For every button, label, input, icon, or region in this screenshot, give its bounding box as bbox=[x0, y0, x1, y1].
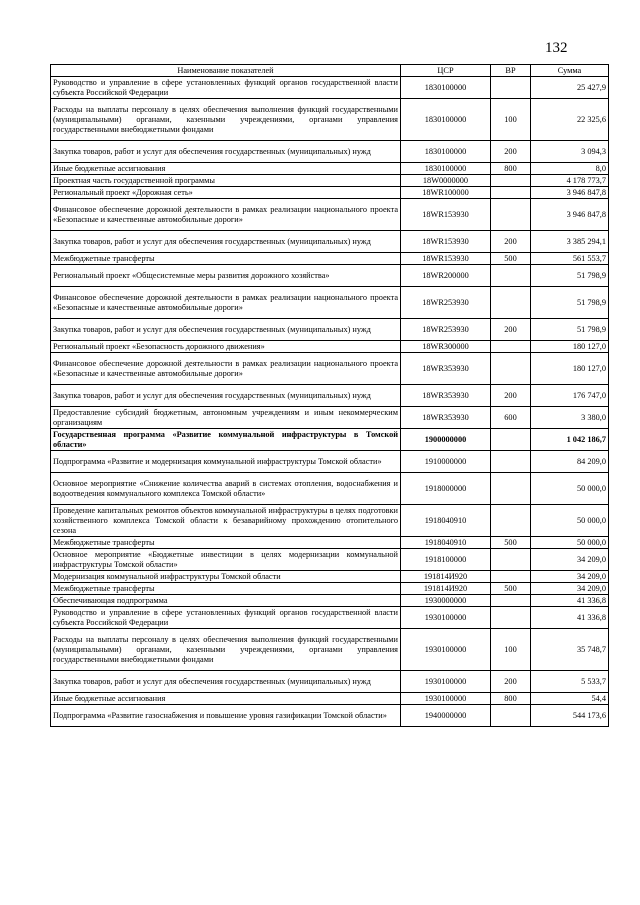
row-sum: 34 209,0 bbox=[531, 583, 609, 595]
row-name: Финансовое обеспечение дорожной деятельности в рамках реализации национального проекта «Безопасные и качественные автомобильные дороги» bbox=[51, 287, 401, 319]
row-csr: 191814И920 bbox=[401, 583, 491, 595]
row-name: Обеспечивающая подпрограмма bbox=[51, 595, 401, 607]
row-vr bbox=[491, 287, 531, 319]
row-csr: 1910000000 bbox=[401, 451, 491, 473]
row-vr bbox=[491, 175, 531, 187]
table-row bbox=[51, 163, 609, 175]
table-row bbox=[51, 505, 609, 537]
row-name: Финансовое обеспечение дорожной деятельности в рамках реализации национального проекта «Безопасные и качественные автомобильные дороги» bbox=[51, 199, 401, 231]
row-sum: 84 209,0 bbox=[531, 451, 609, 473]
table-row bbox=[51, 265, 609, 287]
row-name: Региональный проект «Общесистемные меры развития дорожного хозяйства» bbox=[51, 265, 401, 287]
row-vr bbox=[491, 607, 531, 629]
row-sum: 25 427,9 bbox=[531, 77, 609, 99]
row-sum: 5 533,7 bbox=[531, 671, 609, 693]
row-csr: 18WR153930 bbox=[401, 253, 491, 265]
table-row bbox=[51, 385, 609, 407]
table-row bbox=[51, 571, 609, 583]
table-row bbox=[51, 287, 609, 319]
row-vr: 200 bbox=[491, 671, 531, 693]
row-csr: 1918000000 bbox=[401, 473, 491, 505]
row-name: Закупка товаров, работ и услуг для обеспечения государственных (муниципальных) нужд bbox=[51, 141, 401, 163]
table-row bbox=[51, 629, 609, 671]
table-row bbox=[51, 473, 609, 505]
row-csr: 1930100000 bbox=[401, 629, 491, 671]
row-sum: 3 946 847,8 bbox=[531, 199, 609, 231]
row-csr: 18WR353930 bbox=[401, 353, 491, 385]
row-sum: 561 553,7 bbox=[531, 253, 609, 265]
row-vr: 200 bbox=[491, 319, 531, 341]
row-sum: 1 042 186,7 bbox=[531, 429, 609, 451]
row-sum: 51 798,9 bbox=[531, 287, 609, 319]
row-name: Расходы на выплаты персоналу в целях обеспечения выполнения функций государственными (муниципальными) органами, казенными учреждениями, органами управления государственными внебюджетными фондами bbox=[51, 629, 401, 671]
row-name: Закупка товаров, работ и услуг для обеспечения государственных (муниципальных) нужд bbox=[51, 231, 401, 253]
table-row bbox=[51, 231, 609, 253]
row-vr: 600 bbox=[491, 407, 531, 429]
row-vr bbox=[491, 505, 531, 537]
row-csr: 1930100000 bbox=[401, 693, 491, 705]
table-row bbox=[51, 705, 609, 727]
table-row bbox=[51, 341, 609, 353]
table-row bbox=[51, 141, 609, 163]
table-row bbox=[51, 595, 609, 607]
row-sum: 35 748,7 bbox=[531, 629, 609, 671]
table-row bbox=[51, 451, 609, 473]
row-csr: 18WR353930 bbox=[401, 407, 491, 429]
row-csr: 1900000000 bbox=[401, 429, 491, 451]
row-vr: 100 bbox=[491, 629, 531, 671]
row-sum: 41 336,8 bbox=[531, 595, 609, 607]
budget-table bbox=[50, 64, 609, 727]
row-name: Руководство и управление в сфере установленных функций органов государственной власти субъекта Российской Федерации bbox=[51, 607, 401, 629]
row-csr: 18WR253930 bbox=[401, 287, 491, 319]
row-name: Региональный проект «Безопасность дорожного движения» bbox=[51, 341, 401, 353]
row-name: Региональный проект «Дорожная сеть» bbox=[51, 187, 401, 199]
row-csr: 18WR200000 bbox=[401, 265, 491, 287]
row-csr: 1918040910 bbox=[401, 505, 491, 537]
row-csr: 18WR300000 bbox=[401, 341, 491, 353]
row-sum: 180 127,0 bbox=[531, 353, 609, 385]
row-vr: 800 bbox=[491, 163, 531, 175]
row-csr: 1940000000 bbox=[401, 705, 491, 727]
table-row bbox=[51, 353, 609, 385]
row-sum: 3 094,3 bbox=[531, 141, 609, 163]
row-sum: 180 127,0 bbox=[531, 341, 609, 353]
row-vr bbox=[491, 77, 531, 99]
row-vr: 500 bbox=[491, 583, 531, 595]
row-csr: 191814И920 bbox=[401, 571, 491, 583]
row-sum: 50 000,0 bbox=[531, 505, 609, 537]
row-csr: 1930100000 bbox=[401, 671, 491, 693]
row-sum: 8,0 bbox=[531, 163, 609, 175]
row-name: Иные бюджетные ассигнования bbox=[51, 693, 401, 705]
row-csr: 1918040910 bbox=[401, 537, 491, 549]
row-sum: 51 798,9 bbox=[531, 319, 609, 341]
table-row bbox=[51, 175, 609, 187]
table-row bbox=[51, 429, 609, 451]
row-vr: 500 bbox=[491, 253, 531, 265]
table-row bbox=[51, 199, 609, 231]
row-name: Государственная программа «Развитие коммунальной инфраструктуры в Томской области» bbox=[51, 429, 401, 451]
table-row bbox=[51, 537, 609, 549]
row-vr bbox=[491, 705, 531, 727]
row-name: Закупка товаров, работ и услуг для обеспечения государственных (муниципальных) нужд bbox=[51, 385, 401, 407]
table-body bbox=[51, 77, 609, 727]
row-name: Предоставление субсидий бюджетным, автономным учреждениям и иным некоммерческим организациям bbox=[51, 407, 401, 429]
row-sum: 3 380,0 bbox=[531, 407, 609, 429]
header-sum: Сумма bbox=[531, 65, 609, 77]
row-name: Подпрограмма «Развитие газоснабжения и повышение уровня газификации Томской области» bbox=[51, 705, 401, 727]
row-vr bbox=[491, 451, 531, 473]
row-sum: 4 178 773,7 bbox=[531, 175, 609, 187]
row-name: Руководство и управление в сфере установленных функций органов государственной власти субъекта Российской Федерации bbox=[51, 77, 401, 99]
row-vr bbox=[491, 341, 531, 353]
row-vr bbox=[491, 473, 531, 505]
row-csr: 1830100000 bbox=[401, 141, 491, 163]
row-csr: 18WR353930 bbox=[401, 385, 491, 407]
table-row bbox=[51, 583, 609, 595]
row-sum: 544 173,6 bbox=[531, 705, 609, 727]
row-sum: 34 209,0 bbox=[531, 571, 609, 583]
header-vr: ВР bbox=[491, 65, 531, 77]
table-row bbox=[51, 187, 609, 199]
row-name: Межбюджетные трансферты bbox=[51, 583, 401, 595]
row-vr: 200 bbox=[491, 141, 531, 163]
row-csr: 1830100000 bbox=[401, 163, 491, 175]
row-vr bbox=[491, 595, 531, 607]
row-csr: 18W0000000 bbox=[401, 175, 491, 187]
row-vr bbox=[491, 199, 531, 231]
row-csr: 1830100000 bbox=[401, 77, 491, 99]
table-row bbox=[51, 671, 609, 693]
row-vr: 800 bbox=[491, 693, 531, 705]
table-row bbox=[51, 407, 609, 429]
table-row bbox=[51, 319, 609, 341]
row-name: Основное мероприятие «Снижение количества аварий в системах отопления, водоснабжения и водоотведения коммунального комплекса Томской области» bbox=[51, 473, 401, 505]
row-csr: 18WR100000 bbox=[401, 187, 491, 199]
table-row bbox=[51, 549, 609, 571]
row-csr: 1930100000 bbox=[401, 607, 491, 629]
row-name: Проведение капитальных ремонтов объектов коммунальной инфраструктуры в целях подготовки хозяйственного комплекса Томской области к безаварийному прохождению отопительного сезона bbox=[51, 505, 401, 537]
table-row bbox=[51, 693, 609, 705]
row-name: Межбюджетные трансферты bbox=[51, 537, 401, 549]
row-sum: 54,4 bbox=[531, 693, 609, 705]
row-csr: 18WR253930 bbox=[401, 319, 491, 341]
header-csr: ЦСР bbox=[401, 65, 491, 77]
row-name: Закупка товаров, работ и услуг для обеспечения государственных (муниципальных) нужд bbox=[51, 671, 401, 693]
row-vr bbox=[491, 265, 531, 287]
row-csr: 18WR153930 bbox=[401, 231, 491, 253]
row-name: Межбюджетные трансферты bbox=[51, 253, 401, 265]
row-name: Модернизация коммунальной инфраструктуры Томской области bbox=[51, 571, 401, 583]
row-name: Закупка товаров, работ и услуг для обеспечения государственных (муниципальных) нужд bbox=[51, 319, 401, 341]
row-name: Проектная часть государственной программы bbox=[51, 175, 401, 187]
row-vr bbox=[491, 571, 531, 583]
row-sum: 50 000,0 bbox=[531, 537, 609, 549]
row-vr: 200 bbox=[491, 385, 531, 407]
table-row bbox=[51, 77, 609, 99]
row-sum: 50 000,0 bbox=[531, 473, 609, 505]
table-row bbox=[51, 607, 609, 629]
row-vr: 100 bbox=[491, 99, 531, 141]
row-csr: 1830100000 bbox=[401, 99, 491, 141]
row-vr bbox=[491, 549, 531, 571]
row-sum: 34 209,0 bbox=[531, 549, 609, 571]
table-row bbox=[51, 99, 609, 141]
row-name: Основное мероприятие «Бюджетные инвестиции в целях модернизации коммунальной инфраструктуры Томской области» bbox=[51, 549, 401, 571]
row-name: Финансовое обеспечение дорожной деятельности в рамках реализации национального проекта «Безопасные и качественные автомобильные дороги» bbox=[51, 353, 401, 385]
row-vr: 500 bbox=[491, 537, 531, 549]
table-row bbox=[51, 253, 609, 265]
row-sum: 22 325,6 bbox=[531, 99, 609, 141]
row-vr bbox=[491, 429, 531, 451]
row-name: Иные бюджетные ассигнования bbox=[51, 163, 401, 175]
row-csr: 1930000000 bbox=[401, 595, 491, 607]
header-name: Наименование показателей bbox=[51, 65, 401, 77]
row-sum: 51 798,9 bbox=[531, 265, 609, 287]
row-csr: 18WR153930 bbox=[401, 199, 491, 231]
row-name: Расходы на выплаты персоналу в целях обеспечения выполнения функций государственными (муниципальными) органами, казенными учреждениями, органами управления государственными внебюджетными фондами bbox=[51, 99, 401, 141]
row-vr bbox=[491, 353, 531, 385]
table-header-row bbox=[51, 65, 609, 77]
row-sum: 3 385 294,1 bbox=[531, 231, 609, 253]
row-vr bbox=[491, 187, 531, 199]
row-csr: 1918100000 bbox=[401, 549, 491, 571]
row-sum: 3 946 847,8 bbox=[531, 187, 609, 199]
row-sum: 41 336,8 bbox=[531, 607, 609, 629]
row-name: Подпрограмма «Развитие и модернизация коммунальной инфраструктуры Томской области» bbox=[51, 451, 401, 473]
row-sum: 176 747,0 bbox=[531, 385, 609, 407]
row-vr: 200 bbox=[491, 231, 531, 253]
page-number: 132 bbox=[545, 40, 568, 56]
